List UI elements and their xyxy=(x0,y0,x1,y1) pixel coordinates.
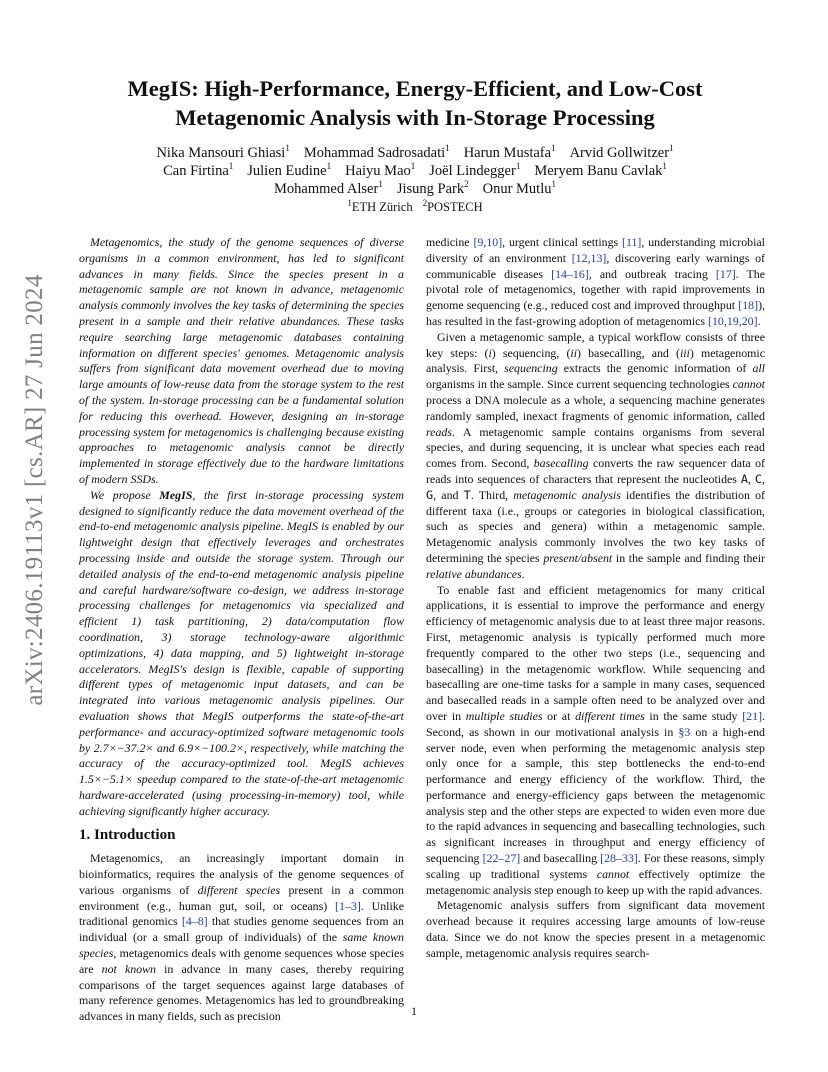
emphasis: all xyxy=(752,361,765,376)
text-span: . For these reasons, simply scaling up traditional systems xyxy=(426,851,766,881)
text-span: . xyxy=(521,566,525,581)
abstract-paragraph-1: Metagenomics, the study of the genome sequences of diverse organisms in a common environment, has led to significant advances in many fields. Since the species present in a metagenomic sample are not known in advance, metagenomic analysis commonly involves the key tasks of determining the species present in a sample and their relative abundances. These tasks require searching large metagenomic databases containing information on different species' genomes. Metagenomic analysis suffers from significant data movement overhead due to moving large amounts of low-reuse data from the storage system to the rest of the system. In-storage processing can be a fundamental solution for reducing this overhead. However, designing an in-storage processing system for metagenomics is challenging because existing approaches to metagenomic analysis cannot be directly implemented in storage effectively due to the hardware limitations of modern SSDs. xyxy=(79,235,404,486)
text-span: Given a metagenomic sample, a typical workflow consists of three key steps: ( xyxy=(426,329,765,360)
emphasis: present/absent xyxy=(543,550,613,565)
author-name xyxy=(570,145,674,161)
text-span: . The pivotal role of metagenomics, together with rapid improvements in genome sequencing (e.g., reduced cost and improved throughput xyxy=(426,266,765,313)
section-link[interactable]: §3 xyxy=(678,724,691,739)
author-name xyxy=(345,163,415,179)
system-name: MegIS xyxy=(159,487,193,502)
affiliation-marker: 1 xyxy=(551,143,556,154)
intro-paragraph-1 xyxy=(79,851,404,1025)
title-line-1: MegIS: High-Performance, Energy-Efficient, and Low-Cost xyxy=(127,76,703,101)
affiliation-marker: 1 xyxy=(410,161,416,172)
affiliation-marker: 1 xyxy=(326,161,332,172)
affiliation xyxy=(347,197,413,214)
author-text: Arvid Gollwitzer xyxy=(569,145,670,161)
body-paragraph-workflow xyxy=(426,330,765,583)
affiliation-marker: 2 xyxy=(464,179,469,190)
text-span: and basecalling xyxy=(520,851,601,866)
right-column xyxy=(426,235,765,962)
arxiv-sidebar xyxy=(10,274,60,706)
text-span: , the first in-storage processing system designed to significantly reduce the data movement overhead of the end-to-end metagenomic analysis pipeline. MegIS is enabled by our lightweight design that effectively leverages and orchestrates processing inside and outside the storage system. Through our detailed analysis of the end-to-end metagenomic analysis pipeline and careful hardware/software co-design, we address in-storage processing challenges for metagenomics via specialized and efficient 1) task partitioning, 2) data/computation flow coordination, 3) storage technology-aware algorithmic optimizations, 4) data mapping, and 5) lightweight in-storage accelerators. MegIS's design is flexible, capable of supporting different types of metagenomic input datasets, and can be integrated into various metagenomic analysis pipelines. Our evaluation shows that MegIS outperforms the state-of-the-art performance- and accuracy-optimized software metagenomic tools by 2.7×−37.2× and 6.9×−100.2×, respectively, while matching the accuracy of the accuracy-optimized tool. MegIS achieves 1.5×−5.1× speedup compared to the state-of-the-art metagenomic hardware-accelerated (using processing-in-memory) tool, while achieving significantly higher accuracy. xyxy=(79,487,404,818)
text-span: , understanding microbial diversity of an environment xyxy=(426,235,765,265)
affiliation-marker: 1 xyxy=(669,143,674,154)
text-span: extracts the genomic information of xyxy=(557,361,753,376)
citation-link[interactable]: [21] xyxy=(742,708,763,723)
emphasis: iii xyxy=(679,345,690,360)
nucleotide-code: A xyxy=(740,471,748,486)
author-text: Mohammad Sadrosadati xyxy=(303,145,446,161)
citation-link[interactable]: [22–27] xyxy=(482,851,521,866)
author-name xyxy=(163,163,233,179)
text-span: . xyxy=(757,313,761,328)
citation-link[interactable]: [17] xyxy=(715,266,736,281)
emphasis: not known xyxy=(101,961,156,976)
author-text: Nika Mansouri Ghiasi xyxy=(156,145,286,161)
text-span: on a high-end server node, even when performing the metagenomic analysis step only once for a sample, this step bottlenecks the end-to-end performance and energy efficiency of the workflow. Third, the performance and energy-efficiency gaps between the metagenomic analysis step and the other steps are expected to widen even more due to the rapid advances in sequencing and basecalling technologies, such as significant increases in throughput and energy efficiency of sequencing xyxy=(426,724,765,866)
citation-link[interactable]: [14–16] xyxy=(551,266,589,281)
text-span: in advance in many cases, thereby requiring comparisons of the target sequences against large databases of many reference genomes. Metagenomics has led to groundbreaking advances in many fields, such as precision xyxy=(79,961,404,1024)
text-span: effectively optimize the metagenomic analysis step enough to keep up with the rapid advances. xyxy=(426,866,765,897)
affiliation-marker: 1 xyxy=(285,143,290,154)
body-paragraph-motivation xyxy=(426,583,765,899)
citation-link[interactable]: [9,10] xyxy=(473,235,503,249)
text-span: ), has resulted in the fast-growing adoption of metagenomics xyxy=(426,298,765,328)
emphasis: cannot xyxy=(732,377,765,392)
text-span: ) basecalling, and ( xyxy=(577,345,680,360)
text-span: , xyxy=(762,471,765,486)
emphasis: metagenomic analysis xyxy=(513,487,621,502)
affiliation-marker: 2 xyxy=(422,197,428,208)
affiliation-marker: 1 xyxy=(515,161,521,172)
citation-link[interactable]: [18] xyxy=(738,298,759,313)
author-name xyxy=(429,163,520,179)
affiliation xyxy=(422,197,483,214)
author-name xyxy=(247,163,331,179)
text-span: in the sample and finding their xyxy=(612,550,765,565)
text-span: process a DNA molecule as a whole, a sequencing machine generates randomly sampled, inexact fragments of genomic information, called xyxy=(426,392,765,423)
author-list xyxy=(80,144,750,198)
text-span: medicine xyxy=(426,235,474,249)
page-number: 1 xyxy=(411,1004,417,1018)
left-column xyxy=(79,235,404,1025)
text-span: . Third, xyxy=(470,487,514,502)
nucleotide-code: C xyxy=(754,471,763,486)
affiliation-marker: 1 xyxy=(445,143,450,154)
title-line-2: Metagenomic Analysis with In-Storage Processing xyxy=(175,105,655,130)
text-span: . Unlike traditional genomics xyxy=(79,898,404,929)
emphasis: i xyxy=(488,345,492,360)
body-paragraph-data-movement: Metagenomic analysis suffers from significant data movement overhead because it requires accessing large amounts of low-reuse data. Since we do not know the species present in a metagenomic sample, metagenomic analysis requires search- xyxy=(426,898,765,960)
nucleotide-code: G xyxy=(426,487,434,502)
text-span: present in a common environment (e.g., human gut, soil, or oceans) xyxy=(79,882,404,913)
emphasis: cannot xyxy=(596,866,630,881)
citation-link[interactable]: [1–3] xyxy=(335,898,361,913)
emphasis: relative abundances xyxy=(426,566,522,581)
text-span: converts the raw sequencer data of reads into sequences of characters that represent the nucleotides xyxy=(426,456,766,486)
emphasis: different species xyxy=(197,882,281,897)
citation-link[interactable]: [12,13] xyxy=(571,250,607,265)
text-span: Metagenomics, an increasingly important domain in bioinformatics, requires the analysis of the genome sequences of various organisms of xyxy=(79,851,404,897)
section-heading-introduction: 1. Introduction xyxy=(79,827,176,844)
paper-title xyxy=(80,74,750,132)
emphasis: sequencing xyxy=(504,361,558,376)
emphasis: ii xyxy=(570,345,578,360)
affiliation-marker: 1 xyxy=(551,179,556,190)
author-text: Meryem Banu Cavlak xyxy=(534,163,663,179)
author-text: Harun Mustafa xyxy=(463,145,552,161)
arxiv-identifier: arXiv:2406.19113v1 [cs.AR] 27 Jun 2024 xyxy=(21,274,48,706)
affiliations xyxy=(80,199,750,215)
affiliation-name: ETH Zürich xyxy=(351,200,413,214)
nucleotide-code: T xyxy=(463,487,471,502)
author-name xyxy=(304,145,450,161)
author-text: Julien Eudine xyxy=(247,163,327,179)
author-name xyxy=(274,181,383,197)
author-line xyxy=(80,144,750,162)
affiliation-marker: 1 xyxy=(347,197,352,208)
affiliation-marker: 1 xyxy=(662,161,667,172)
emphasis: basecalling xyxy=(533,456,589,471)
text-span: , discovering early warnings of communicable diseases xyxy=(426,250,765,281)
emphasis: reads xyxy=(426,424,452,439)
text-span: . A metagenomic sample contains organisms from several species, and during sequencing, it is unclear what species each read comes from. Second, xyxy=(426,424,765,471)
emphasis: different times xyxy=(575,708,645,723)
author-line xyxy=(80,162,750,180)
text-span: ) sequencing, ( xyxy=(491,345,571,360)
author-text: Onur Mutlu xyxy=(482,181,552,197)
text-span: To enable fast and efficient metagenomics for many critical applications, it is essential to improve the performance and energy efficiency of metagenomic analysis due to at least three major reasons. First, metagenomic analysis is typically performed much more frequently compared to the other two steps (i.e., sequencing and basecalling) in the metagenomic workflow. While sequencing and basecalling are one-time tasks for a sample in many cases, sequenced and basecalled reads in a sample often need to be analyzed over and over in xyxy=(426,582,765,723)
text-span: in the same study xyxy=(644,708,743,723)
abstract-paragraph-2 xyxy=(79,488,404,820)
author-text: Haiyu Mao xyxy=(345,163,411,179)
text-span: ) metagenomic analysis. First, xyxy=(426,345,766,376)
author-text: Jisung Park xyxy=(396,181,465,197)
author-text: Can Firtina xyxy=(163,163,229,179)
text-span: that studies genome sequences from an individual (or a small group of individuals) of the xyxy=(79,914,405,945)
author-name xyxy=(156,145,289,161)
text-span: , and outbreak tracing xyxy=(588,266,716,281)
text-span: . Second, as shown in our motivational analysis in xyxy=(426,708,766,739)
author-line xyxy=(80,180,750,198)
text-span: , metagenomics deals with genome sequences whose species are xyxy=(79,946,404,976)
author-name xyxy=(483,181,556,197)
author-name xyxy=(464,145,556,161)
body-paragraph-continued xyxy=(426,235,765,330)
citation-link[interactable]: [10,19,20] xyxy=(708,313,758,328)
text-span: organisms in the sample. Since current sequencing technologies xyxy=(426,377,733,392)
text-span: , xyxy=(747,471,755,486)
citation-link[interactable]: [28–33] xyxy=(600,851,638,866)
citation-link[interactable]: [4–8] xyxy=(181,914,208,929)
affiliation-marker: 1 xyxy=(228,161,234,172)
text-span: identifies the distribution of different taxa (i.e., groups or categories in biological classification, such as species and genera) within a metagenomic sample. Metagenomic analysis commonly involves the two key tasks of determining the species xyxy=(426,487,766,565)
text-span: , and xyxy=(433,487,464,502)
affiliation-name: POSTECH xyxy=(427,200,483,214)
author-name xyxy=(397,181,469,197)
emphasis: multiple studies xyxy=(465,708,543,723)
paper-header xyxy=(80,74,750,215)
author-name xyxy=(534,163,667,179)
author-text: Joël Lindegger xyxy=(429,163,516,179)
emphasis: same known species xyxy=(79,930,404,961)
citation-link[interactable]: [11] xyxy=(622,235,642,249)
abstract xyxy=(79,235,404,819)
text-span: , urgent clinical settings xyxy=(502,235,623,249)
text-span: or at xyxy=(542,708,576,723)
author-text: Mohammed Alser xyxy=(274,181,379,197)
affiliation-marker: 1 xyxy=(378,179,383,190)
text-span: We propose xyxy=(90,487,160,502)
